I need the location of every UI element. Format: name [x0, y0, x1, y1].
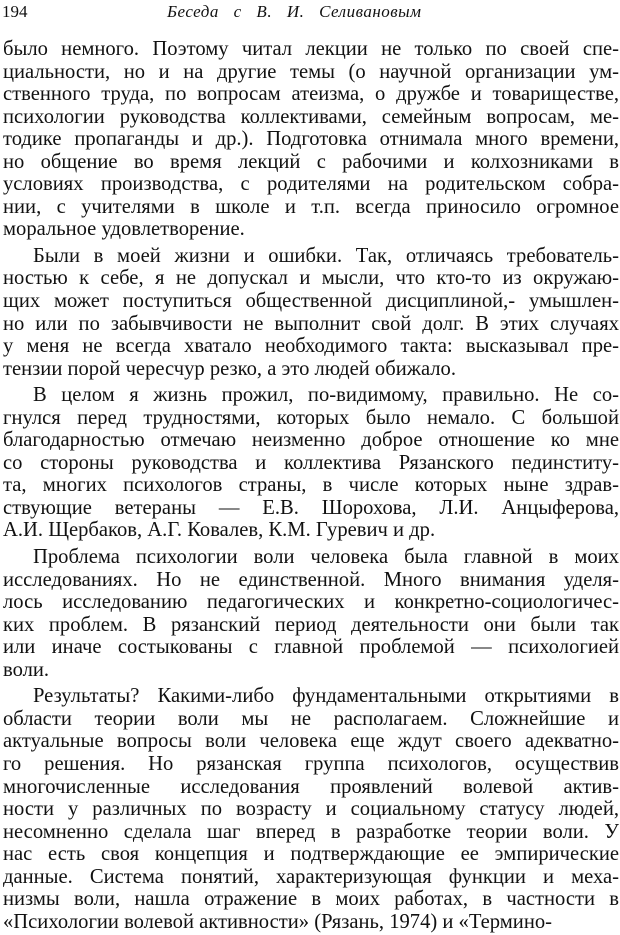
text-line: ствующие ветераны — Е.В. Шорохова, Л.И. Анцыферова,: [3, 496, 619, 519]
text-line: Были в моей жизни и ошибки. Так, отличаясь требователь-: [33, 244, 619, 267]
text-line: та, многих психологов страны, в числе которых ныне здрав-: [3, 474, 619, 497]
text-line: было немного. Поэтому читал лекции не только по своей спе-: [3, 38, 619, 60]
text-line: но или по забывчивости не выполнит свой долг. В этих случаях: [3, 312, 619, 335]
paragraph: [3, 384, 619, 542]
paragraph: [3, 685, 619, 933]
text-line: гнулся перед трудностями, которых было немало. С большой: [3, 406, 619, 429]
text-line: тензии порой чересчур резко, а это людей обижало.: [3, 357, 456, 380]
text-line: психологии руководства коллективами, семейным вопросам, ме-: [3, 105, 619, 128]
text-line: щих может поступиться общественной дисциплиной,- умышлен-: [3, 290, 619, 313]
text-line: го решения. Но рязанская группа психологов, осуществив: [3, 752, 619, 775]
running-title: Беседа с В. И. Селивановым: [167, 2, 422, 21]
text-line: актуальные вопросы воли человека еще ждут своего адекватно-: [3, 730, 619, 753]
text-line: нас есть своя концепция и подтверждающие ее эмпирические: [3, 843, 619, 866]
text-line: Проблема психологии воли человека была главной в моих: [33, 546, 619, 569]
text-line: несомненно сделала шаг вперед в разработке теории воли. У: [3, 820, 619, 843]
text-line: ственного труда, по вопросам атеизма, о дружбе и товариществе,: [3, 83, 619, 106]
text-line: В целом я жизнь прожил, по-видимому, правильно. Не со-: [33, 384, 619, 407]
page-header: [2, 0, 616, 24]
text-line: А.И. Щербаков, А.Г. Ковалев, К.М. Гуревич и др.: [3, 519, 436, 542]
text-line: со стороны руководства и коллектива Рязанского пединститу-: [3, 451, 619, 474]
text-line: циальности, но и на другие темы (о научной организации ум-: [3, 60, 619, 83]
text-line: воли.: [3, 658, 50, 681]
page-number: 194: [2, 2, 28, 21]
text-line: исследованиях. Но не единственной. Много внимания уделя-: [3, 568, 619, 591]
text-line: ностью к себе, я не допускал и мысли, что кто-то из окружаю-: [3, 267, 619, 290]
text-line: тодике пропаганды и др.). Подготовка отнимала много времени,: [3, 128, 619, 151]
text-line: у меня не всегда хватало необходимого такта: высказывал пре-: [3, 335, 619, 358]
text-line: ких проблем. В рязанский период деятельности они были так: [3, 613, 619, 636]
text-line: но общение во время лекций с рабочими и колхозниками в: [3, 150, 619, 173]
body-text: [3, 38, 619, 933]
text-line: «Психологии волевой активности» (Рязань, 1974) и «Термино-: [3, 910, 553, 933]
paragraph: [3, 245, 619, 380]
text-line: области теории воли мы не располагаем. Сложнейшие и: [3, 707, 619, 730]
text-line: благодарностью отмечаю неизменно доброе отношение ко мне: [3, 429, 619, 452]
paragraph: [3, 546, 619, 681]
paragraph: [3, 38, 619, 241]
text-line: нии, с учителями в школе и т.п. всегда приносило огромное: [3, 195, 619, 218]
text-line: условиях производства, с родителями на родительском собра-: [3, 173, 619, 196]
text-line: ности у различных по возрасту и социальному статусу людей,: [3, 798, 619, 821]
text-line: моральное удовлетворение.: [3, 218, 245, 241]
text-line: многочисленные исследования проявлений волевой актив-: [3, 775, 619, 798]
text-line: или иначе состыкованы с главной проблемой — психологией: [3, 636, 619, 659]
text-line: Результаты? Какими-либо фундаментальными открытиями в: [33, 685, 619, 708]
text-line: лось исследованию педагогических и конкретно-социологичес-: [3, 591, 619, 614]
text-line: низмы воли, нашла отражение в моих работах, в частности в: [3, 888, 619, 911]
text-line: данные. Система понятий, характеризующая функции и меха-: [3, 865, 619, 888]
